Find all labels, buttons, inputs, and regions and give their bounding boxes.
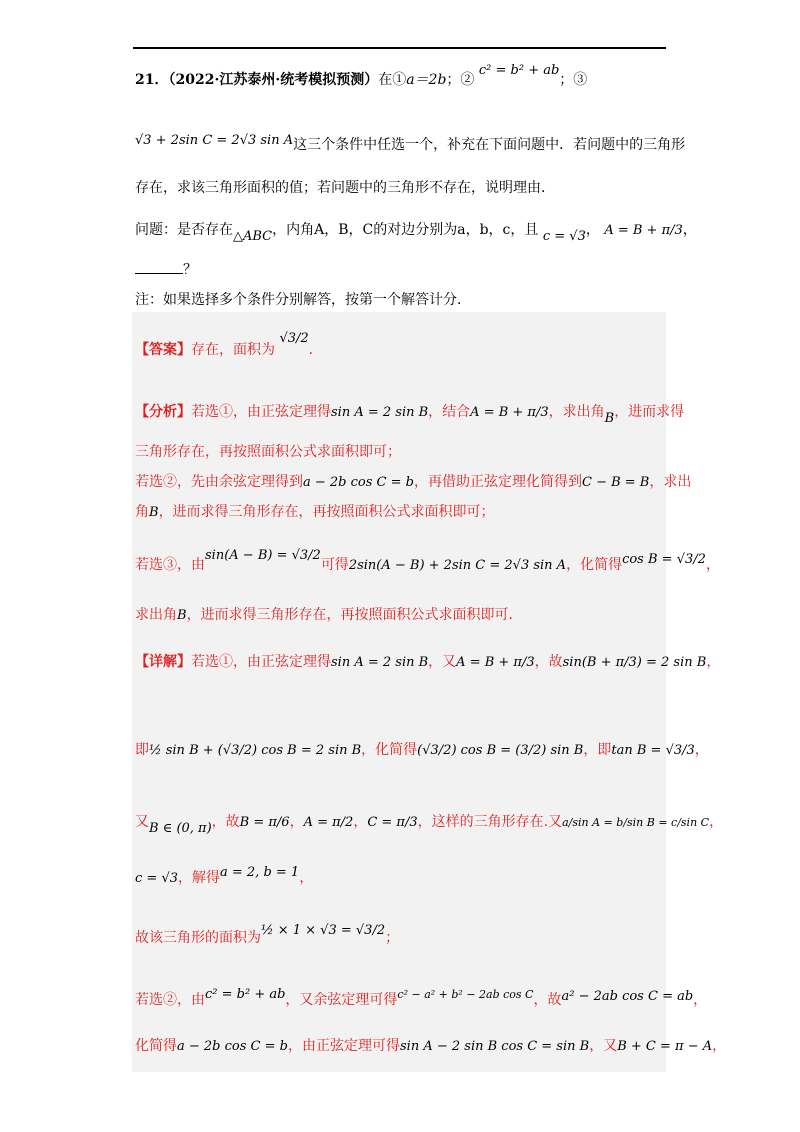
question-text: ，内角A，B，C的对边分别为a，b，c，且 xyxy=(272,222,539,238)
formula: c² = b² + ab xyxy=(205,987,286,1002)
question-text: 在① xyxy=(378,72,407,88)
analysis-line-1 xyxy=(135,402,685,426)
formula: c = √3 xyxy=(135,871,178,886)
formula: C − B = B xyxy=(581,475,650,490)
detail-text: ， xyxy=(693,992,708,1008)
detail-text: ； xyxy=(385,930,400,946)
question-line-2 xyxy=(135,133,686,156)
analysis-line-6 xyxy=(135,605,665,626)
analysis-text: ，结合 xyxy=(428,404,471,420)
detail-text: ，又余弦定理可得 xyxy=(285,992,398,1008)
detail-text: 故该三角形的面积为 xyxy=(135,930,261,946)
formula: 2sin(A − B) + 2sin C = 2√3 sin A xyxy=(348,558,567,573)
condition-1: a＝2b xyxy=(406,72,447,88)
formula: A = B + π/3 xyxy=(456,655,535,670)
formula: sin(A − B) = √3/2 xyxy=(205,548,321,563)
formula: cos B = √3/2 xyxy=(622,552,706,567)
analysis-text: ，进而求得三角形存在，再按照面积公式求面积即可； xyxy=(158,504,495,520)
formula: B xyxy=(604,411,615,426)
question-text: 这三个条件中任选一个，补充在下面问题中．若问题中的三角形 xyxy=(293,137,686,153)
analysis-text: 三角形存在，再按照面积公式求面积即可； xyxy=(135,444,401,460)
formula: sin(B + π/3) = 2 sin B xyxy=(562,655,707,670)
question-line-3 xyxy=(135,178,665,198)
detail-line-3 xyxy=(135,812,724,836)
note-text: 注：如果选择多个条件分别解答，按第一个解答计分． xyxy=(135,292,471,308)
detail-text: 化简得 xyxy=(135,1038,177,1054)
question-line-5 xyxy=(135,260,665,280)
question-line-4: 问题：是否存在△ABC，内角A，B，C的对边分别为a，b，c，且 c = √3， A = B + π/3， xyxy=(135,222,697,244)
analysis-text: ，进而求得三角形存在，再按照面积公式求面积即可． xyxy=(186,607,523,623)
analysis-line-2 xyxy=(135,442,665,462)
analysis-text: ，再借助正弦定理化简得到 xyxy=(413,474,582,490)
analysis-text: ，化简得 xyxy=(566,557,623,573)
condition-3: √3 + 2sin C = 2√3 sin A xyxy=(135,133,294,148)
detail-text: ， xyxy=(712,1038,727,1054)
analysis-text: 角 xyxy=(135,504,149,520)
detail-text: ，即 xyxy=(583,742,612,758)
detail-text: ，又 xyxy=(428,654,457,670)
formula: B = π/6 xyxy=(239,815,290,830)
analysis-text: ，求出 xyxy=(649,474,692,490)
detail-text: ， xyxy=(353,814,368,830)
detail-line-1 xyxy=(135,652,721,673)
formula: B + C = π − A xyxy=(617,1039,713,1054)
formula: C = π/3 xyxy=(367,815,418,830)
detail-text: ， xyxy=(289,814,304,830)
condition-a: A = B + π/3 xyxy=(604,223,683,238)
detail-text: 若选②，由 xyxy=(135,992,205,1008)
formula: ½ sin B + (√3/2) cos B = 2 sin B xyxy=(149,743,362,758)
analysis-tag: 【分析】 xyxy=(135,404,191,420)
detail-text: ， xyxy=(694,742,709,758)
formula: B xyxy=(177,608,187,623)
detail-line-7 xyxy=(135,1036,727,1057)
detail-line-2 xyxy=(135,740,709,761)
formula: tan B = √3/3 xyxy=(611,743,695,758)
formula: B ∈ (0, π) xyxy=(149,821,212,836)
condition-c: c = √3 xyxy=(542,229,586,244)
formula: a − 2b cos C = b xyxy=(303,475,414,490)
analysis-text: ，进而求得 xyxy=(614,404,685,420)
formula: B xyxy=(149,505,159,520)
question-text: ；② xyxy=(446,72,475,88)
answer-text: ． xyxy=(308,342,323,358)
question-number: 21． xyxy=(135,72,169,88)
formula: a − 2b cos C = b xyxy=(177,1039,288,1054)
detail-line-4 xyxy=(135,865,665,889)
detail-text: 即 xyxy=(135,742,149,758)
formula: a² − 2ab cos C = ab xyxy=(561,989,694,1004)
answer-line xyxy=(135,331,665,361)
answer-text: 存在，面积为 xyxy=(191,342,275,358)
formula: a = 2, b = 1 xyxy=(220,865,300,880)
detail-text: ， xyxy=(299,870,314,886)
formula: A = B + π/3 xyxy=(470,405,549,420)
analysis-text: ， xyxy=(705,557,720,573)
triangle-symbol: △ABC xyxy=(233,229,273,244)
question-note xyxy=(135,290,665,310)
detail-line-5 xyxy=(135,923,665,949)
analysis-text: 若选②，先由余弦定理得到 xyxy=(135,474,303,490)
question-text: ？ xyxy=(183,262,197,278)
formula: sin A − 2 sin B cos C = sin B xyxy=(399,1039,590,1054)
analysis-line-4 xyxy=(135,502,665,523)
formula: sin A = 2 sin B xyxy=(331,405,429,420)
detail-line-6 xyxy=(135,987,708,1011)
detail-text: ，故 xyxy=(533,992,562,1008)
question-source: （2022·江苏泰州·统考模拟预测） xyxy=(168,72,379,88)
detail-text: ， xyxy=(709,814,724,830)
detail-text: ，这样的三角形存在.又 xyxy=(417,814,563,830)
detail-text: ，解得 xyxy=(178,870,220,886)
formula: sin A = 2 sin B xyxy=(331,655,429,670)
detail-text: ，又 xyxy=(589,1038,618,1054)
analysis-text: 可得 xyxy=(320,557,349,573)
answer-value: √3/2 xyxy=(279,331,309,346)
header-rule xyxy=(133,47,666,49)
question-text: 存在，求该三角形面积的值；若问题中的三角形不存在，说明理由． xyxy=(135,180,555,196)
question-text: 问题：是否存在 xyxy=(135,222,233,238)
formula: c² − a² + b² − 2ab cos C xyxy=(397,988,534,1001)
formula: ½ × 1 × √3 = √3/2 xyxy=(261,923,386,938)
formula: (√3/2) cos B = (3/2) sin B xyxy=(417,743,584,758)
question-line-1 xyxy=(135,63,665,91)
analysis-line-3 xyxy=(135,472,692,493)
detail-text: ，故 xyxy=(534,654,563,670)
analysis-text: ，求出角 xyxy=(548,404,605,420)
question-text: ；③ xyxy=(559,72,588,88)
analysis-line-5 xyxy=(135,548,720,576)
detail-text: ，化简得 xyxy=(361,742,418,758)
formula: A = π/2 xyxy=(303,815,354,830)
analysis-text: 若选①，由正弦定理得 xyxy=(191,404,331,420)
detail-text: ，由正弦定理可得 xyxy=(287,1038,400,1054)
formula: a/sin A = b/sin B = c/sin C xyxy=(562,816,710,829)
detail-text: ，故 xyxy=(211,814,240,830)
analysis-text: 求出角 xyxy=(135,607,177,623)
detail-text: ， xyxy=(706,654,721,670)
detail-text: 又 xyxy=(135,814,149,830)
detail-tag: 【详解】 xyxy=(135,654,191,670)
solution-panel xyxy=(132,312,666,1072)
condition-2: c² = b² + ab xyxy=(478,63,560,78)
detail-text: 若选①，由正弦定理得 xyxy=(191,654,331,670)
answer-blank xyxy=(135,261,183,274)
answer-tag: 【答案】 xyxy=(135,342,191,358)
analysis-text: 若选③，由 xyxy=(135,557,205,573)
